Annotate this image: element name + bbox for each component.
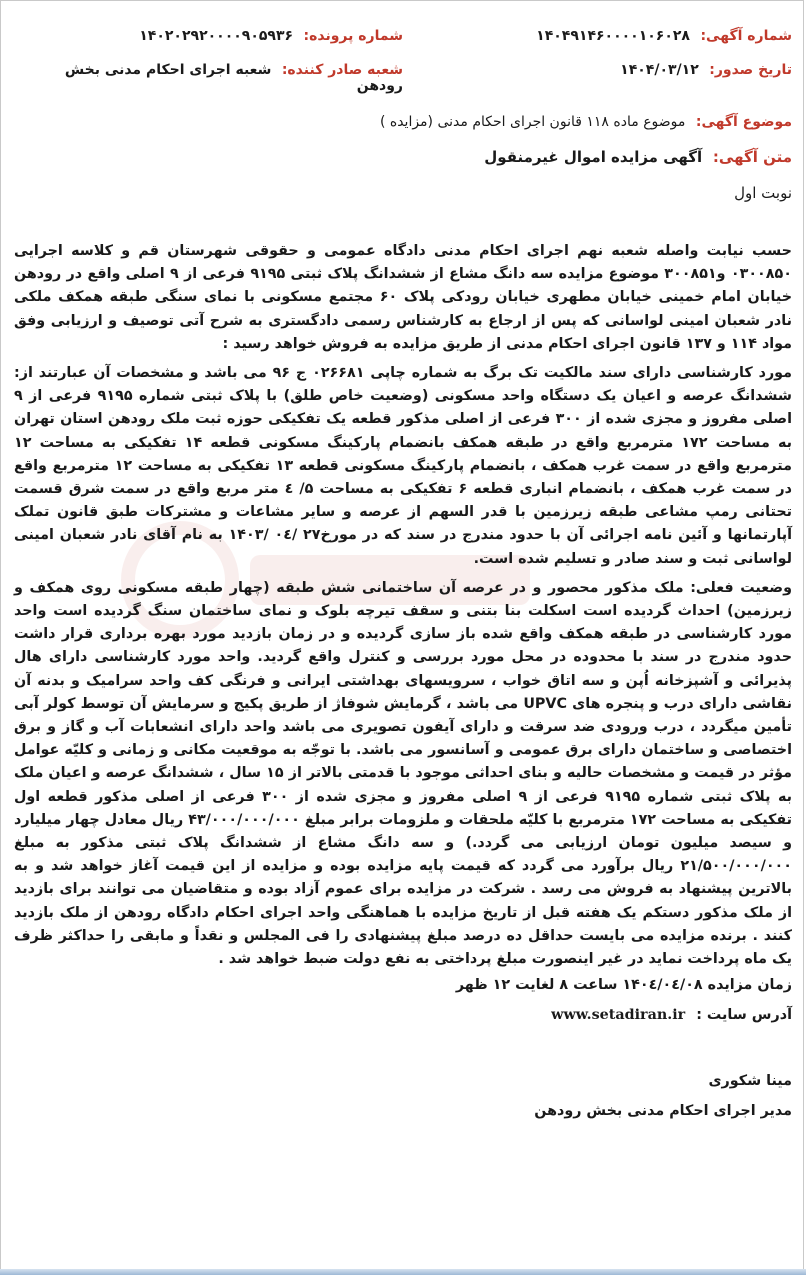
meta-row-2 — [14, 62, 792, 96]
ad-text-label: متن آگهی: — [712, 148, 792, 166]
subject — [14, 114, 792, 130]
subject-value: موضوع ماده ۱۱۸ قانون اجرای احکام مدنی (مزایده ) — [379, 114, 686, 130]
signer-name: مینا شکوری — [708, 1073, 792, 1090]
meta-row-1 — [14, 28, 792, 62]
issuer — [14, 62, 403, 94]
horizontal-scrollbar[interactable] — [0, 1269, 806, 1275]
ad-text — [14, 148, 792, 166]
issuer-label: شعبه صادر کننده: — [281, 62, 403, 78]
round: نوبت اول — [734, 184, 792, 202]
issue-date-value: ۱۴۰۴/۰۳/۱۲ — [620, 62, 699, 78]
case-number-label: شماره پرونده: — [303, 28, 403, 44]
auction-time: زمان مزایده ۱۴۰٤/۰٤/۰۸ ساعت ۸ لغایت ۱۲ ظهر — [455, 977, 792, 994]
case-number — [14, 28, 403, 44]
ad-text-value: آگهی مزایده اموال غیرمنقول — [484, 148, 703, 166]
issue-date-label: تاریخ صدور: — [709, 62, 792, 78]
site-link[interactable]: www.setadiran.ir — [551, 1007, 686, 1024]
ad-number — [403, 28, 792, 44]
site-label: آدرس سایت : — [696, 1007, 792, 1024]
case-number-value: ۱۴۰۲۰۲۹۲۰۰۰۰۹۰۵۹۳۶ — [139, 28, 294, 44]
signer-title: مدیر اجرای احکام مدنی بخش رودهن — [534, 1103, 792, 1120]
site-address — [14, 1007, 792, 1023]
ad-body — [14, 240, 792, 971]
issue-date — [403, 62, 792, 78]
subject-label: موضوع آگهی: — [695, 114, 792, 130]
ad-number-label: شماره آگهی: — [700, 28, 792, 44]
ad-number-value: ۱۴۰۴۹۱۴۶۰۰۰۰۱۰۶۰۲۸ — [536, 28, 690, 44]
paragraph-status: وضعیت فعلی: ملک مذکور محصور و در عرصه آن ساختمانی شش طبقه (چهار طبقه مسکونی روی همکف و زیرزمین) احداث گردیده است اسکلت بنا بتنی و سقف تیرچه بلوک و نمای ساختمان سنگ گردیده است واحد مورد کارشناسی در طبقه همکف واقع شده باز سازی گردیده و در زمان بازدید مورد بهره برداری قرار داشت حدود مندرج در سند با محدوده در محل مورد بررسی و کنترل واقع گردید. واحد مورد کارشناسی دارای هال پذیرائی و آشپزخانه اُپن و سه اتاق خواب ، سرویسهای بهداشتی ایرانی و فرنگی کف واحد سرامیک و بدنه آن نقاشی دارای درب و پنجره های UPVC می باشد ، گرمایش شوفاژ از طریق پکیج و سرمایش آن توسط کولر آبی تأمین میگردد ، درب ورودی ضد سرقت و دارای آیفون تصویری می باشد واحد دارای انشعابات آب و گاز و برق اختصاصی و ساختمان دارای برق عمومی و آسانسور می باشد. با توجّه به موقعیت مکانی و زمانی و کلیّه عوامل مؤثر در قیمت و مشخصات حالیه و بنای احداثی موجود با قدمتی بالاتر از ۱۵ سال ، ششدانگ عرصه و اعیان ملک به پلاک ثبتی شماره ۹۱۹۵ فرعی از ۹ اصلی مفروز و مجزی شده از ۳۰۰ فرعی از اصلی مذکور قطعه اول تفکیکی به مساحت ۱۷۲ مترمربع با کلیّه ملحقات و ملزومات برابر مبلغ ۴۳/۰۰۰/۰۰۰/۰۰۰ ریال معادل چهار میلیارد و سیصد میلیون تومان ارزیابی می گردد.) و سه دانگ مشاع از ششدانگ پلاک ثبتی مذکور به مبلغ ۲۱/۵۰۰/۰۰۰/۰۰۰ ریال برآورد می گردد که قیمت پایه مزایده بوده و مزایده از این قیمت آغاز خواهد شد و به بالاترین پیشنهاد به فروش می رسد . شرکت در مزایده برای عموم آزاد بوده و متقاضیان می توانند برای بازدید از ملک مذکور دستکم یک هفته قبل از تاریخ مزایده با هماهنگی واحد اجرای احکام دادگاه رودهن از ملک بازدید کنند . برنده مزایده می بایست حداقل ده درصد مبلغ پیشنهادی را فی المجلس و نقداً و مابقی را حداکثر ظرف یک ماه پرداخت نماید در غیر اینصورت مبلغ پرداختی به نفع دولت ضبط خواهد شد . — [14, 579, 793, 968]
ad-document — [14, 28, 792, 1119]
issuer-value: شعبه اجرای احکام مدنی بخش رودهن — [64, 62, 403, 94]
paragraph-intro: حسب نیابت واصله شعبه نهم اجرای احکام مدنی دادگاه عمومی و حقوقی شهرستان قم و کلاسه اجرایی ۰۳۰۰۸۵۰ و۳۰۰۸۵۱ موضوع مزایده سه دانگ مشاع از ششدانگ پلاک ثبتی ۹۱۹۵ فرعی از ۹ اصلی واقع در رودهن خیابان امام خمینی خیابان مطهری خیابان رودکی پلاک ۶۰ مجتمع مسکونی با نمای سنگی طبقه همکف ملکی نادر شعبان امینی لواسانی که پس از ارجاع به کارشناس رسمی دادگستری به شرح آتی توصیف و ارزیابی وفق مواد ۱۱۴ و ۱۳۷ قانون اجرای احکام مدنی از طریق مزایده به فروش خواهد رسید : — [14, 243, 792, 352]
paragraph-property: مورد کارشناسی دارای سند مالکیت تک برگ به شماره چاپی ۰۲۶۶۸۱ ج ۹۶ می باشد و مشخصات آن عبارتند از: ششدانگ عرصه و اعیان یک دستگاه واحد مسکونی (وضعیت خاص طلق) با پلاک ثبتی شماره ۹۱۹۵ فرعی از ۹ اصلی مفروز و مجزی شده از ۳۰۰ فرعی از اصلی مذکور قطعه یک تفکیکی حوزه ثبت ملک رودهن استان تهران به مساحت ۱۷۲ مترمربع واقع در طبقه همکف بانضمام پارکینگ مسکونی قطعه ۱۴ تفکیکی به مساحت ۱۲ مترمربع واقع در سمت غرب همکف ، بانضمام پارکینگ مسکونی قطعه ۱۳ تفکیکی به مساحت ۱۲ مترمربع واقع در سمت غرب همکف ، بانضمام انباری قطعه ۶ تفکیکی به مساحت ۵/ ٤ متر مربع واقع در سمت شرق قسمت تحتانی رمپ مشاعی طبقه زیرزمین با قدر السهم از عرصه و سایر مشاعات و مشترکات طبق قانون تملک آپارتمانها و آئین نامه اجرائی آن با حدود مندرج در سند که در مورخ۲۷ /۰٤ /۱۴۰۳ به نام آقای نادر شعبان امینی لواسانی ثبت و سند صادر و تسلیم شده است. — [14, 365, 793, 567]
